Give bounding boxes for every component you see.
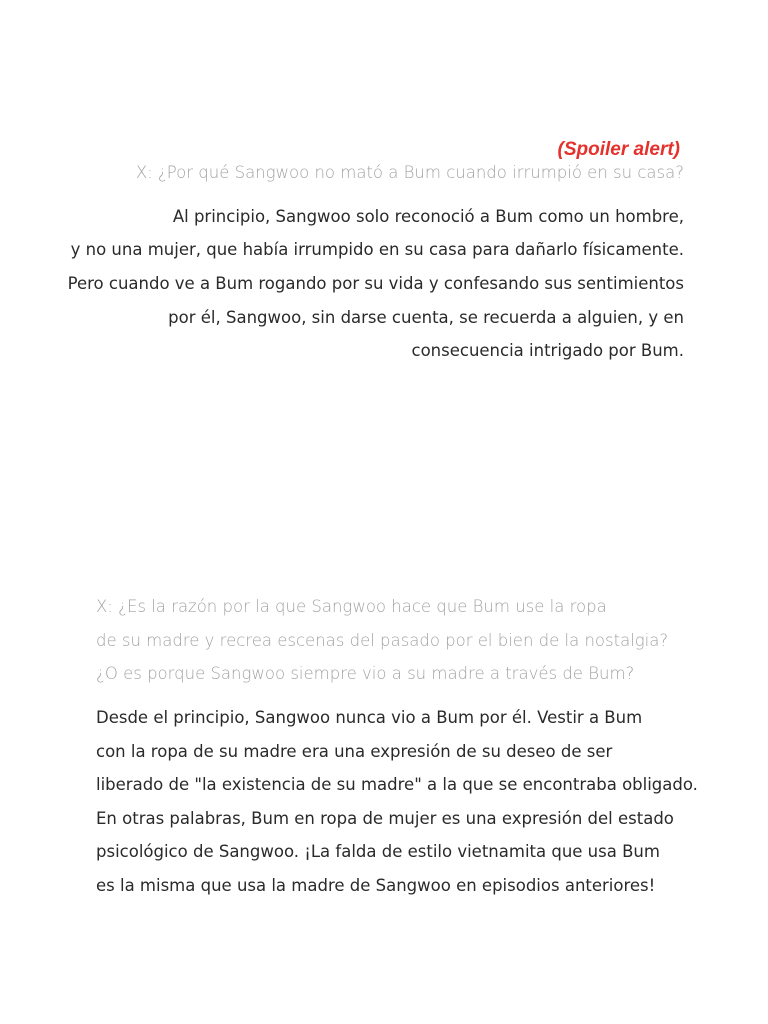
question-2-line: ¿O es porque Sangwoo siempre vio a su madre a través de Bum? <box>96 664 635 683</box>
answer-2-line: liberado de "la existencia de su madre" a la que se encontraba obligado. <box>96 775 698 794</box>
answer-1-line: Al principio, Sangwoo solo reconoció a Bum como un hombre, <box>172 207 684 226</box>
answer-2-line: es la misma que usa la madre de Sangwoo en episodios anteriores! <box>96 876 656 895</box>
question-2-line: de su madre y recrea escenas del pasado por el bien de la nostalgia? <box>96 631 669 650</box>
question-2-line: X: ¿Es la razón por la que Sangwoo hace que Bum use la ropa <box>96 597 607 616</box>
answer-1-line: consecuencia intrigado por Bum. <box>411 341 684 360</box>
spoiler-alert-label: (Spoiler alert) <box>557 139 680 160</box>
answer-1-line: Pero cuando ve a Bum rogando por su vida y confesando sus sentimientos <box>67 274 684 293</box>
answer-2-line: Desde el principio, Sangwoo nunca vio a Bum por él. Vestir a Bum <box>96 708 643 727</box>
question-1-line: X: ¿Por qué Sangwoo no mató a Bum cuando irrumpió en su casa? <box>135 163 684 182</box>
answer-2-line: con la ropa de su madre era una expresión de su deseo de ser <box>96 742 613 761</box>
answer-1-line: y no una mujer, que había irrumpido en su casa para dañarlo físicamente. <box>70 240 684 259</box>
answer-2-line: psicológico de Sangwoo. ¡La falda de estilo vietnamita que usa Bum <box>96 842 660 861</box>
answer-2-line: En otras palabras, Bum en ropa de mujer es una expresión del estado <box>96 809 674 828</box>
answer-1-line: por él, Sangwoo, sin darse cuenta, se recuerda a alguien, y en <box>168 308 684 327</box>
